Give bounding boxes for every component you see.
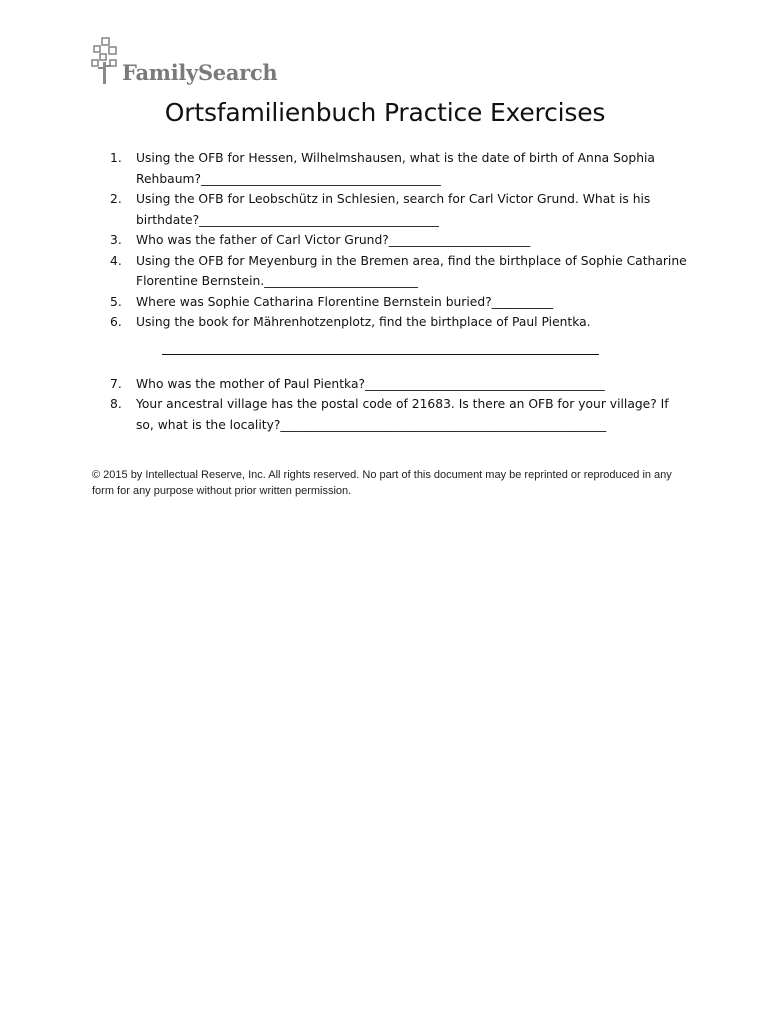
exercise-question: Where was Sophie Catharina Florentine Bernstein buried?__________ (136, 294, 554, 309)
exercise-number: 8. (110, 397, 122, 411)
copyright-notice: © 2015 by Intellectual Reserve, Inc. All rights reserved. No part of this document may be reprinted or reproduced in any form for any purpose without prior written permission. (92, 469, 672, 497)
page-title: Ortsfamilienbuch Practice Exercises (164, 98, 606, 127)
exercise-number: 3. (110, 233, 122, 247)
exercise-question: Using the OFB for Meyenburg in the Bremen area, find the birthplace of Sophie Catharine Florentine Bernstein._________________________ (136, 253, 687, 288)
exercise-item-5 (110, 292, 690, 313)
exercise-number: 6. (110, 315, 122, 329)
answer-blank-line (136, 337, 690, 357)
exercise-list (110, 148, 690, 435)
exercise-item-3 (110, 230, 690, 251)
exercise-number: 2. (110, 192, 122, 206)
exercise-number: 1. (110, 151, 122, 165)
exercise-question: Using the OFB for Hessen, Wilhelmshausen, what is the date of birth of Anna Sophia Rehbaum?_______________________________________ (136, 151, 655, 186)
exercise-item-1 (110, 148, 690, 189)
exercise-question: Using the OFB for Leobschütz in Schlesien, search for Carl Victor Grund. What is his birthdate?_______________________________________ (136, 192, 651, 227)
exercise-number: 7. (110, 376, 122, 391)
exercise-item-6 (110, 312, 690, 357)
exercise-item-7 (110, 374, 690, 395)
familysearch-tree-icon (90, 36, 120, 86)
exercise-number: 4. (110, 253, 122, 268)
exercise-item-4 (110, 251, 690, 292)
familysearch-logo (90, 36, 277, 86)
exercise-item-8 (110, 394, 690, 435)
exercise-question: Your ancestral village has the postal code of 21683. Is there an OFB for your village? If so, what is the locality?_____________________________________________________ (136, 397, 669, 432)
exercise-question: Who was the father of Carl Victor Grund?_______________________ (136, 233, 531, 247)
exercise-question: Using the book for Mährenhotzenplotz, find the birthplace of Paul Pientka. (136, 315, 591, 329)
exercise-question: Who was the mother of Paul Pientka?_______________________________________ (136, 376, 605, 391)
exercise-number: 5. (110, 294, 122, 309)
familysearch-wordmark: FamilySearch (122, 59, 278, 85)
exercise-item-2 (110, 189, 690, 230)
